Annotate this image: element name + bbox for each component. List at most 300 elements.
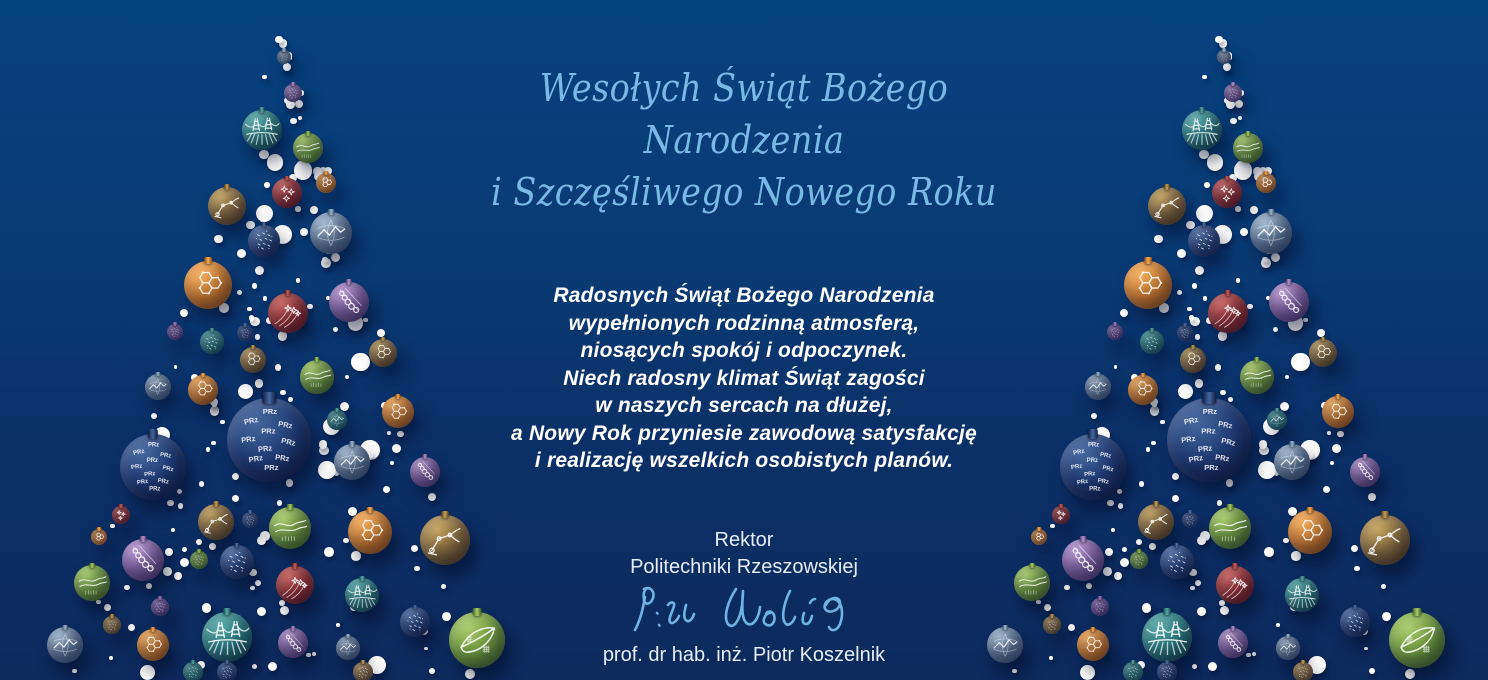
ornament-stars [112, 506, 130, 524]
ornament-sphere [1130, 551, 1148, 569]
ornament-sphere [184, 261, 232, 309]
ornament-sphere [1233, 133, 1263, 163]
ornament-sphere [1340, 607, 1370, 637]
snow-dot [331, 253, 340, 262]
ornament-sphere [227, 398, 311, 482]
robot-pattern-icon [1150, 189, 1184, 223]
greeting-line-1: Wesołych Świąt Bożego Narodzenia [539, 66, 949, 162]
ornament-chart [327, 410, 347, 430]
svg-text:PRz: PRz [1097, 478, 1110, 487]
ornament-cap [1202, 392, 1215, 405]
ornament-cap [1413, 608, 1422, 616]
ornament-molecule [369, 339, 397, 367]
snow-dot [209, 543, 216, 550]
snow-dot [174, 365, 178, 369]
ornament-sphere [1250, 212, 1292, 254]
ornament-specks [151, 598, 169, 616]
snow-dot [1332, 444, 1341, 453]
snow-dot [333, 327, 339, 333]
ornament-cap [1231, 626, 1236, 631]
ornament-cap [262, 222, 267, 227]
ornament-cap [1353, 605, 1358, 610]
ornament-cap [1090, 627, 1095, 632]
ornament-sphere [1188, 225, 1220, 257]
chart-pattern-icon [312, 214, 350, 252]
ornament-molecule [382, 396, 414, 428]
ornament-chart [334, 444, 370, 480]
svg-text:PRz: PRz [130, 463, 143, 472]
snow-dot [1192, 664, 1197, 669]
wishes-line: wypełnionych rodzinną atmosferą, [568, 311, 920, 335]
ornament-sphere [1293, 662, 1313, 680]
snow-dot [1208, 662, 1217, 671]
rings-pattern-icon [331, 284, 367, 320]
ornament-robot [1360, 515, 1410, 565]
svg-text:PRz: PRz [1076, 479, 1089, 487]
ornament-sphere [1128, 375, 1158, 405]
svg-text:PRz: PRz [1099, 452, 1112, 461]
ornament-sphere [217, 662, 237, 680]
snow-dot [377, 329, 385, 337]
ornament-sphere [300, 360, 334, 394]
snow-dot [124, 585, 130, 591]
svg-text:PRz: PRz [148, 442, 160, 449]
ornament-sphere [145, 374, 171, 400]
ornament-sphere [208, 187, 246, 225]
specks-pattern-icon [354, 663, 372, 680]
chart-pattern-icon [49, 629, 81, 661]
ornament-sphere [1142, 612, 1192, 662]
svg-text:PRz: PRz [133, 448, 146, 458]
snow-dot [262, 75, 267, 80]
ornament-chart [1267, 410, 1287, 430]
ornament-specks [1123, 662, 1143, 680]
ornament-specks [183, 662, 203, 680]
ornament-sphere [1091, 598, 1109, 616]
ornament-sphere [1224, 84, 1242, 102]
ornament-sphere [269, 507, 311, 549]
planes-pattern-icon [278, 568, 312, 602]
snow-dot [1204, 182, 1210, 188]
pylon-pattern-icon [347, 580, 378, 611]
curve-pattern-icon [76, 567, 108, 599]
molecule-pattern-icon [1130, 376, 1157, 403]
snow-dot [1149, 543, 1156, 550]
specks-pattern-icon [191, 552, 207, 568]
ornament-cap [150, 627, 155, 632]
planes-pattern-icon [270, 295, 306, 331]
specks-pattern-icon [1092, 599, 1108, 615]
ornament-sphere [327, 410, 347, 430]
snow-dot [351, 353, 369, 371]
ornament-sphere [183, 662, 203, 680]
ornament-sphere [1124, 261, 1172, 309]
ornament-chart [1274, 444, 1310, 480]
svg-text:PRz: PRz [257, 443, 273, 455]
ornament-sphere [1267, 410, 1287, 430]
snow-dot [146, 583, 152, 589]
snow-dot [1207, 154, 1224, 171]
snow-dot [300, 228, 308, 236]
snow-dot [255, 379, 264, 388]
ornament-sphere [276, 566, 314, 604]
ornament-specks [237, 325, 253, 341]
snow-dot [1354, 566, 1360, 572]
svg-text:PRz: PRz [263, 407, 278, 417]
curve-pattern-icon [1211, 509, 1249, 547]
robot-pattern-icon [1362, 517, 1407, 562]
ornament-sphere [1350, 457, 1380, 487]
specks-pattern-icon [152, 599, 168, 615]
snow-dot [280, 606, 289, 615]
snow-dot [1120, 309, 1128, 317]
snow-dot [1273, 327, 1279, 333]
ornament-robot [1148, 187, 1186, 225]
snow-dot [264, 182, 270, 188]
ornament-sphere [190, 551, 208, 569]
ornament-pylon [1182, 110, 1222, 150]
snow-dot [267, 154, 284, 171]
pylon-pattern-icon [244, 112, 280, 148]
svg-text:PRz: PRz [1204, 463, 1219, 473]
ornament-cap [1381, 511, 1389, 519]
specks-pattern-icon [1294, 663, 1312, 680]
specks-pattern-icon [1190, 226, 1219, 255]
ornament-curve [1240, 360, 1274, 394]
specks-pattern-icon [1162, 547, 1193, 578]
snow-dot [324, 547, 334, 557]
svg-text:PRz: PRz [1089, 486, 1101, 493]
stars-pattern-icon [274, 180, 301, 207]
planes-pattern-icon [1210, 295, 1246, 331]
ornament-molecule [184, 261, 232, 309]
molecule-pattern-icon [1257, 174, 1275, 192]
snow-dot [1196, 205, 1213, 222]
ornament-specks [248, 225, 280, 257]
snow-dot [1146, 447, 1151, 452]
robot-pattern-icon [200, 506, 232, 538]
svg-text:PRz: PRz [136, 479, 149, 487]
snow-dot [1114, 572, 1122, 580]
snow-dot [252, 283, 258, 289]
ornament-sphere [369, 339, 397, 367]
ornament-cap [1088, 429, 1099, 439]
specks-pattern-icon [1124, 663, 1142, 680]
snow-dot [206, 447, 211, 452]
svg-text:PRz: PRz [1088, 442, 1100, 449]
ornament-sphere [200, 330, 224, 354]
snow-dot [275, 364, 282, 371]
signature-name: prof. dr hab. inż. Piotr Koszelnik [602, 643, 886, 666]
snow-dot [387, 431, 391, 435]
ornament-cap [262, 392, 275, 405]
snow-dot [238, 384, 253, 399]
ornament-sphere [1182, 512, 1198, 528]
specks-pattern-icon [278, 51, 291, 64]
snow-dot [257, 607, 266, 616]
svg-text:PRz: PRz [149, 486, 161, 493]
ornament-sphere [1123, 662, 1143, 680]
ornament-specks [1224, 84, 1242, 102]
chart-pattern-icon [1276, 446, 1308, 478]
svg-text:PRz: PRz [1070, 463, 1083, 472]
ornament-specks [1177, 325, 1193, 341]
greeting-line-2: i Szczęśliwego Nowego Roku [491, 170, 997, 214]
svg-text:PRz: PRz [1180, 434, 1197, 445]
greeting-headline [454, 62, 1035, 218]
ornament-cap [223, 608, 231, 616]
signature-role: Rektor [714, 528, 774, 551]
ornament-cap [1232, 563, 1238, 569]
snow-dot [1220, 606, 1229, 615]
ornament-pylon [242, 110, 282, 150]
ornament-sphere [242, 110, 282, 150]
ornament-specks [220, 545, 254, 579]
snow-dot [151, 413, 157, 419]
ornament-specks [1091, 598, 1109, 616]
snow-dot [263, 296, 267, 300]
snow-dot [1327, 431, 1331, 435]
snow-dot [1369, 668, 1375, 674]
snow-dot [296, 278, 301, 283]
ornament-molecule [1256, 173, 1276, 193]
ornament-molecule [1322, 396, 1354, 428]
ornament-sphere [1160, 545, 1194, 579]
ornament-sphere [188, 375, 218, 405]
snow-dot [383, 486, 390, 493]
ornament-planes [276, 566, 314, 604]
snow-dot [214, 235, 223, 244]
ornament-cap [305, 131, 310, 136]
ornament-sphere [310, 212, 352, 254]
ornament-sphere [1322, 396, 1354, 428]
curve-pattern-icon [294, 135, 321, 162]
signature-block [414, 527, 1074, 669]
specks-pattern-icon [1158, 663, 1176, 680]
ornament-sphere [1285, 578, 1319, 612]
snow-dot [1317, 329, 1325, 337]
ornament-specks [353, 662, 373, 680]
ornament-prz [227, 398, 311, 482]
snow-dot [180, 558, 190, 568]
ornament-specks [1182, 512, 1198, 528]
ornament-curve [74, 565, 110, 601]
snow-dot [1139, 481, 1144, 486]
ornament-specks [1157, 662, 1177, 680]
ornament-specks [242, 512, 258, 528]
snow-dot [1381, 584, 1386, 589]
ornament-specks [1340, 607, 1370, 637]
snow-dot [256, 205, 273, 222]
wishes-line: Radosnych Świąt Bożego Narodzenia [553, 284, 935, 307]
ornament-cap [1226, 504, 1233, 510]
ornament-sphere [1276, 636, 1300, 660]
snow-dot [1154, 235, 1163, 244]
prz-pattern-icon [123, 437, 182, 496]
snow-dot [397, 431, 404, 438]
snow-dot [1234, 161, 1253, 180]
ornament-cap [224, 184, 230, 190]
ornament-specks [277, 50, 291, 64]
svg-text:PRz: PRz [1086, 458, 1099, 465]
ornament-rings [278, 628, 308, 658]
ornament-sphere [1148, 187, 1186, 225]
ornament-sphere [1140, 330, 1164, 354]
ornament-sphere [1138, 504, 1174, 540]
chart-pattern-icon [1277, 637, 1299, 659]
snow-dot [1285, 375, 1289, 379]
ornament-planes [1208, 293, 1248, 333]
ornament-sphere [1212, 178, 1242, 208]
ornament-cap [1144, 257, 1152, 264]
ornament-cap [1245, 131, 1250, 136]
snow-dot [298, 116, 302, 120]
snow-dot [247, 307, 251, 311]
snow-dot [1172, 495, 1179, 502]
curve-pattern-icon [1242, 361, 1273, 392]
svg-text:PRz: PRz [274, 452, 291, 464]
ornament-cap [201, 373, 206, 378]
wishes-text [414, 282, 1074, 475]
snow-dot [465, 669, 475, 679]
ornament-cap [328, 209, 335, 215]
ornament-cap [366, 507, 373, 514]
snow-dot [182, 547, 187, 552]
snow-dot [1091, 413, 1097, 419]
specks-pattern-icon [168, 325, 182, 339]
ornament-prz [120, 434, 186, 500]
snow-dot [1276, 623, 1280, 627]
snow-dot [1195, 580, 1201, 586]
svg-text:PRz: PRz [1197, 443, 1213, 455]
molecule-pattern-icon [1310, 340, 1335, 365]
snow-dot [1136, 539, 1142, 545]
svg-text:PRz: PRz [161, 465, 175, 474]
snow-dot [1120, 558, 1130, 568]
snow-dot [283, 63, 291, 71]
ornament-molecule [348, 510, 392, 554]
ornament-robot [198, 504, 234, 540]
snow-dot [199, 481, 204, 486]
specks-pattern-icon [222, 547, 253, 578]
ornament-planes [1216, 566, 1254, 604]
snow-dot [1215, 364, 1222, 371]
specks-pattern-icon [104, 617, 120, 633]
rings-pattern-icon [1271, 284, 1307, 320]
snow-dot [174, 572, 182, 580]
ornament-specks [1160, 545, 1194, 579]
snow-dot [1190, 586, 1195, 591]
snow-dot [345, 375, 349, 379]
ornament-cap [1268, 209, 1275, 215]
ornament-molecule [1288, 510, 1332, 554]
ornament-cap [291, 626, 296, 631]
specks-pattern-icon [1141, 332, 1163, 354]
snow-dot [1103, 567, 1112, 576]
molecule-pattern-icon [92, 530, 106, 544]
molecule-pattern-icon [370, 340, 395, 365]
ornament-specks [190, 551, 208, 569]
snow-dot [319, 440, 327, 448]
molecule-pattern-icon [1126, 263, 1169, 306]
ornament-pylon [345, 578, 379, 612]
svg-text:PRz: PRz [146, 458, 159, 465]
snow-dot [171, 528, 175, 532]
ornament-sphere [1180, 347, 1206, 373]
ornament-sphere [1077, 629, 1109, 661]
ornament-sphere [1167, 398, 1251, 482]
molecule-pattern-icon [1078, 631, 1107, 660]
robot-pattern-icon [210, 189, 244, 223]
snow-dot [429, 668, 435, 674]
ornament-sphere [272, 178, 302, 208]
specks-pattern-icon [1342, 609, 1369, 636]
ornament-sphere [1360, 515, 1410, 565]
snow-dot [1107, 500, 1114, 507]
snow-dot [1330, 461, 1334, 465]
ornament-chart [1250, 212, 1292, 254]
ornament-sphere [277, 50, 291, 64]
ornament-specks [1130, 551, 1148, 569]
snow-dot [277, 500, 283, 506]
molecule-pattern-icon [1323, 398, 1352, 427]
svg-text:PRz: PRz [1203, 407, 1218, 417]
snow-dot [1080, 665, 1095, 680]
specks-pattern-icon [1183, 513, 1197, 527]
ornament-sphere [1216, 566, 1254, 604]
snow-dot [1012, 669, 1017, 674]
curve-pattern-icon [302, 361, 333, 392]
stars-pattern-icon [113, 507, 129, 523]
snow-dot [1118, 503, 1124, 509]
ornament-sphere [316, 173, 336, 193]
specks-pattern-icon [250, 226, 279, 255]
snow-dot [220, 420, 225, 425]
snow-dot [1236, 278, 1241, 283]
curve-pattern-icon [271, 509, 309, 547]
snow-dot [1192, 283, 1198, 289]
ornament-sphere [1240, 360, 1274, 394]
snow-dot [1351, 545, 1359, 553]
snow-dot [1240, 228, 1248, 236]
wishes-line: w naszych sercach na dłużej, [595, 394, 893, 417]
specks-pattern-icon [1131, 552, 1147, 568]
ornament-cap [286, 504, 293, 510]
ornament-pylon [202, 612, 252, 662]
ornament-cap [1164, 184, 1170, 190]
ornament-sphere [1218, 628, 1248, 658]
ornament-molecule [316, 173, 336, 193]
snow-dot [255, 266, 264, 275]
snow-dot [1177, 249, 1187, 259]
ornament-chart [145, 374, 171, 400]
svg-text:PRz: PRz [280, 436, 297, 448]
snow-dot [1203, 296, 1207, 300]
rings-pattern-icon [1352, 458, 1379, 485]
specks-pattern-icon [1108, 325, 1122, 339]
svg-text:PRz: PRz [1073, 448, 1086, 458]
snow-dot [1197, 536, 1206, 545]
ornament-cap [285, 176, 290, 181]
ornament-sphere [293, 133, 323, 163]
snow-dot [255, 334, 261, 340]
ornament-sphere [336, 636, 360, 660]
snow-dot [109, 656, 113, 660]
rings-pattern-icon [280, 630, 307, 657]
snow-dot [252, 664, 257, 669]
snow-dot [163, 567, 172, 576]
ornament-specks [1188, 225, 1220, 257]
